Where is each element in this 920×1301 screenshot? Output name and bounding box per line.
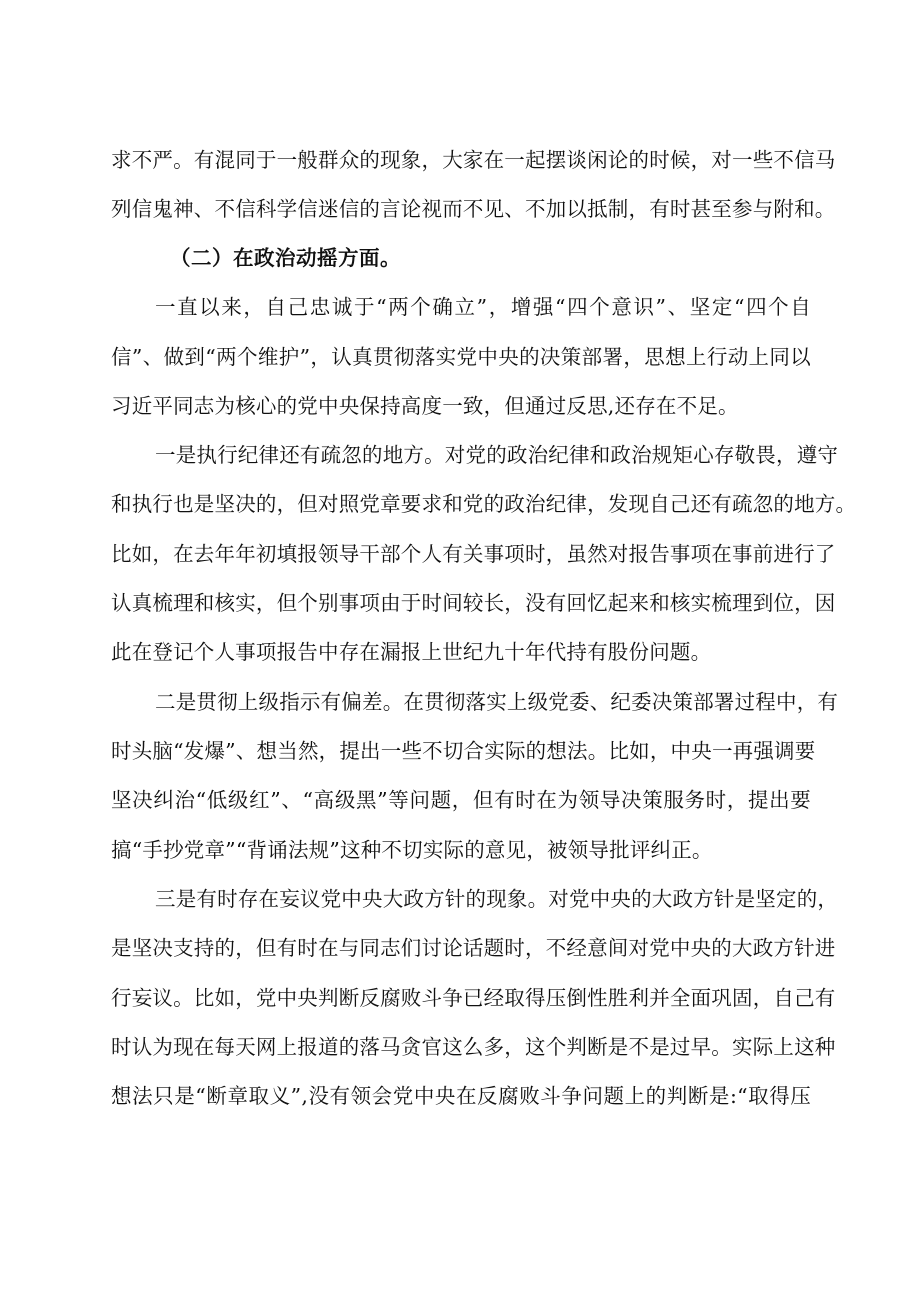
para3-line-5: 此在登记个人事项报告中存在漏报上世纪九十年代持有股份问题。 (111, 640, 712, 664)
para1-line-2: 列信鬼神、不信科学信迷信的言论视而不见、不加以抵制，有时甚至参与附和。 (111, 197, 836, 221)
para3-line-3: 比如，在去年年初填报领导干部个人有关事项时，虽然对报告事项在事前进行了 (111, 542, 836, 566)
para5-line-2: 是坚决支持的，但有时在与同志们讨论话题时，不经意间对党中央的大政方针进 (111, 936, 836, 960)
para4-line-3: 坚决纠治“低级红”、“高级黑”等问题，但有时在为领导决策服务时，提出要 (111, 788, 811, 812)
para2-line-2: 信”、做到“两个维护”，认真贯彻落实党中央的决策部署，思想上行动上同以 (111, 345, 811, 369)
para5-line-3: 行妄议。比如，党中央判断反腐败斗争已经取得压倒性胜利并全面巩固，自己有 (111, 986, 836, 1010)
para3-line-1: 一是执行纪律还有疏忽的地方。对党的政治纪律和政治规矩心存敬畏，遵守 (155, 443, 839, 467)
para5-line-5: 想法只是“断章取义”,没有领会党中央在反腐败斗争问题上的判断是:“取得压 (111, 1084, 811, 1108)
para5-line-4: 时认为现在每天网上报道的落马贪官这么多，这个判断是不是过早。实际上这种 (111, 1035, 836, 1059)
para2-line-1: 一直以来，自己忠诚于“两个确立”，增强“四个意识”、坚定“四个自 (155, 295, 811, 319)
para5-line-1: 三是有时存在妄议党中央大政方针的现象。对党中央的大政方针是坚定的， (155, 887, 839, 911)
para2-line-3: 习近平同志为核心的党中央保持高度一致，但通过反思,还存在不足。 (111, 394, 739, 418)
para3-line-4: 认真梳理和核实，但个别事项由于时间较长，没有回忆起来和核实梳理到位，因 (111, 591, 836, 615)
para1-line-1: 求不严。有混同于一般群众的现象，大家在一起摆谈闲论的时候，对一些不信马 (111, 148, 836, 172)
para3-line-2: 和执行也是坚决的，但对照党章要求和党的政治纪律，发现自己还有疏忽的地方。 (111, 492, 857, 516)
para4-line-4: 搞“手抄党章”“背诵法规”这种不切实际的意见，被领导批评纠正。 (111, 838, 713, 862)
para4-line-1: 二是贯彻上级指示有偏差。在贯彻落实上级党委、纪委决策部署过程中，有 (155, 690, 839, 714)
para4-line-2: 时头脑“发爆”、想当然，提出一些不切合实际的想法。比如，中央一再强调要 (111, 739, 816, 763)
section-heading: （二）在政治动摇方面。 (170, 246, 401, 270)
